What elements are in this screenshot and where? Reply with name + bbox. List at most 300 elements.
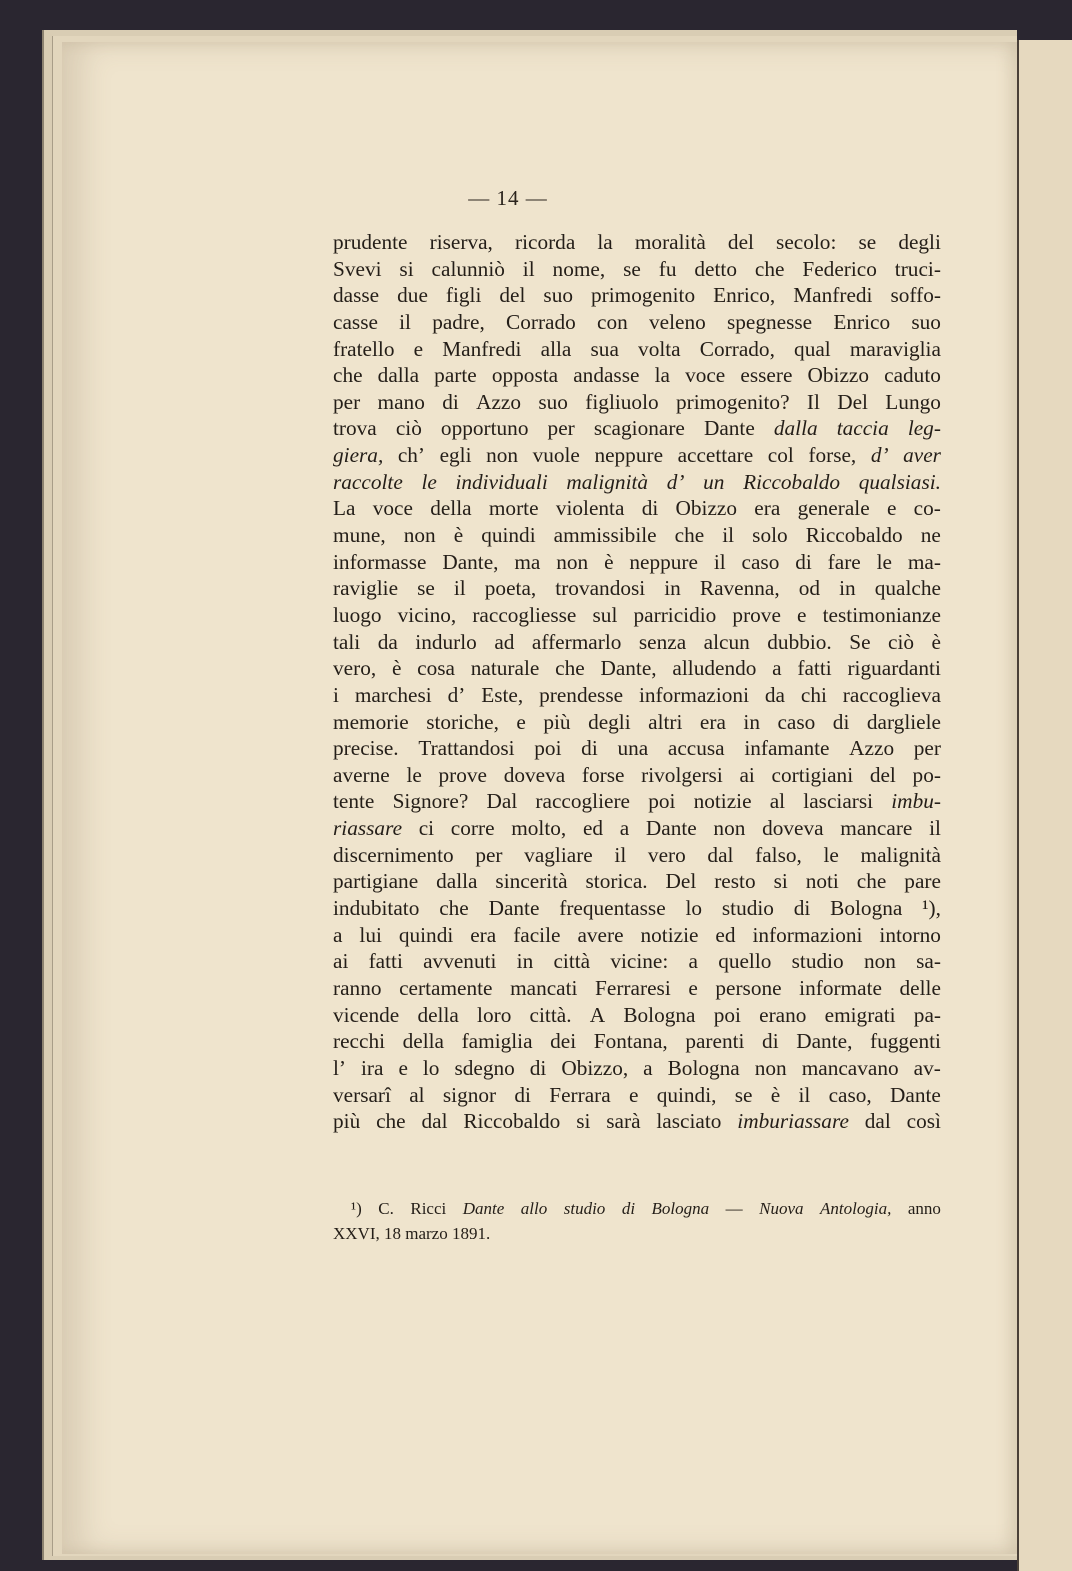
word-group (333, 655, 376, 682)
word-group (333, 549, 426, 576)
word: della (417, 1002, 459, 1027)
word-group (685, 895, 702, 922)
word-group (762, 815, 824, 842)
word: non (863, 949, 896, 974)
word-group (857, 868, 887, 895)
word-group (932, 629, 941, 656)
word: di (795, 549, 812, 574)
word-group (900, 975, 941, 1002)
word-group (843, 682, 941, 709)
word: lo (685, 896, 703, 921)
word: co- (913, 496, 941, 521)
word: per (547, 416, 575, 441)
word: Bologna (651, 1199, 710, 1218)
word-group (726, 1196, 743, 1221)
word: notizie (693, 789, 752, 814)
word-group (890, 282, 940, 309)
text-line (333, 735, 941, 762)
word-group (657, 1082, 717, 1109)
word-group (406, 762, 421, 789)
word: Svevi (333, 256, 382, 281)
word: Corrado, (699, 336, 775, 361)
word: di (793, 896, 811, 921)
word: noti (805, 869, 839, 894)
word-group (802, 1055, 899, 1082)
word: Manfredi (442, 336, 522, 361)
word: figliuolo (585, 389, 659, 414)
word: a (688, 949, 698, 974)
word: vero (647, 842, 686, 867)
word-group (768, 442, 794, 469)
word-group (713, 282, 775, 309)
word: la (654, 363, 670, 388)
word: ed (715, 922, 736, 947)
word: al (769, 789, 786, 814)
word: in (743, 709, 760, 734)
word-group (759, 1196, 803, 1221)
word-group (668, 735, 725, 762)
word-group (369, 948, 403, 975)
word-group (441, 415, 529, 442)
word: alcun (703, 629, 750, 654)
word-group (700, 336, 775, 363)
word: a (619, 816, 630, 841)
word-group (870, 1028, 941, 1055)
text-line (333, 1108, 941, 1135)
word-group (837, 389, 868, 416)
word-group (443, 1082, 496, 1109)
word: da (377, 629, 398, 654)
word: egli (439, 443, 472, 468)
word-group (703, 469, 724, 496)
word-group (859, 469, 941, 496)
word-group (715, 922, 735, 949)
word: falso, (755, 842, 802, 867)
word: parricidio (633, 602, 717, 627)
word: della (402, 1029, 444, 1054)
word-group (808, 442, 856, 469)
word: famiglia (461, 1029, 533, 1054)
word-group (688, 975, 697, 1002)
word-group (858, 229, 876, 256)
word-group (884, 362, 941, 389)
text-line (333, 975, 941, 1002)
word: infamante (744, 736, 830, 761)
word: — (725, 1199, 743, 1218)
word-group (887, 495, 896, 522)
word-group (556, 549, 588, 576)
word-group (530, 1055, 547, 1082)
word-group (623, 256, 641, 283)
word-group (448, 682, 466, 709)
word: senza (638, 629, 687, 654)
word-group (829, 1082, 872, 1109)
word: di (581, 736, 598, 761)
word: versarî (333, 1082, 391, 1107)
word-group (743, 709, 760, 736)
word-group (770, 788, 785, 815)
word: ira (361, 1055, 384, 1080)
text-line (333, 309, 941, 336)
word-group (765, 682, 785, 709)
text-line (333, 922, 941, 949)
word-group (895, 256, 941, 283)
word-group (333, 868, 418, 895)
word-group (333, 229, 408, 256)
word: pare (904, 869, 941, 894)
word: dasse (333, 283, 380, 308)
word-group (333, 1108, 360, 1135)
word: per (475, 842, 503, 867)
word-group (639, 682, 749, 709)
word: caso, (828, 1082, 872, 1107)
word: caduto (884, 363, 941, 388)
word-group (593, 602, 618, 629)
word-group (475, 842, 502, 869)
word: che (856, 869, 887, 894)
word: forse (581, 762, 625, 787)
word-group (754, 495, 780, 522)
word-group (885, 389, 941, 416)
word-group (777, 709, 815, 736)
word-group (333, 762, 390, 789)
word: il (399, 309, 411, 334)
text-line (333, 389, 941, 416)
word: Riccobaldo (463, 1109, 561, 1134)
word: luogo (333, 602, 382, 627)
word-group (333, 256, 382, 283)
word: di (762, 1029, 779, 1054)
word: la (597, 230, 613, 254)
word-group (668, 1055, 740, 1082)
word: è (453, 523, 464, 548)
word-group (735, 1082, 753, 1109)
word-group (722, 522, 734, 549)
word-group (415, 629, 477, 656)
word-group (583, 815, 603, 842)
word: allo (520, 1199, 548, 1218)
word: Dante, (796, 1029, 853, 1054)
text-line (333, 1055, 941, 1082)
text-line (333, 362, 941, 389)
word-group (675, 522, 705, 549)
word-group (530, 1002, 572, 1029)
word-group (755, 842, 802, 869)
word: indubitato (333, 896, 420, 921)
word-group (740, 362, 792, 389)
text-line (333, 868, 941, 895)
word: in (839, 576, 856, 601)
word-group (399, 975, 492, 1002)
word: prudente (333, 230, 408, 254)
word: Bologna (830, 896, 903, 921)
word: persone (715, 975, 782, 1000)
word: storiche, (426, 709, 499, 734)
word-group (494, 629, 514, 656)
word-group (517, 948, 534, 975)
word-group (513, 922, 560, 949)
word-group (617, 735, 648, 762)
word-group (333, 602, 382, 629)
word-group (641, 762, 723, 789)
word-group (623, 1002, 695, 1029)
word: ad (494, 629, 515, 654)
word-group (566, 469, 648, 496)
word: era (699, 709, 726, 734)
word-group (486, 788, 517, 815)
word-group (523, 256, 535, 283)
word: era (754, 496, 781, 521)
word: imbu- (891, 789, 941, 814)
word-group (439, 762, 488, 789)
word-group (577, 922, 623, 949)
word: e (886, 496, 897, 521)
word: dal (707, 842, 734, 867)
word: Manfredi (793, 283, 873, 308)
word-group (463, 1108, 560, 1135)
word-group (614, 842, 626, 869)
word: vicine: (610, 949, 669, 974)
word-group (333, 815, 402, 842)
word-group (676, 495, 738, 522)
word: vagliare (524, 842, 593, 867)
word: che (674, 523, 705, 548)
word: soffo- (890, 283, 941, 308)
word-group (600, 655, 656, 682)
word-group (597, 229, 612, 256)
word: frequentasse (559, 896, 666, 921)
page-number: — 14 — (468, 186, 548, 210)
word: maraviglia (849, 336, 941, 361)
word: ciò (395, 416, 422, 441)
word: dargliele (866, 709, 941, 734)
word-group (511, 815, 566, 842)
word-group (576, 1108, 590, 1135)
word: Del (665, 869, 697, 894)
word: così (906, 1109, 941, 1134)
word: più (333, 1109, 361, 1134)
word: qual (794, 336, 831, 361)
word: doveva (762, 816, 824, 841)
word-group (510, 975, 577, 1002)
word: malignità (860, 842, 941, 867)
text-line (333, 229, 941, 256)
word-group (704, 629, 750, 656)
word-group (419, 815, 434, 842)
word-group (774, 415, 818, 442)
word-group (486, 442, 518, 469)
word-group (414, 336, 423, 363)
word: imburiassare (737, 1109, 849, 1134)
word: del (869, 762, 896, 787)
word-group (798, 495, 870, 522)
word-group (430, 495, 471, 522)
word: Trattandosi (418, 736, 515, 761)
word: signor (442, 1082, 497, 1107)
word: ammissibile (553, 523, 657, 548)
word: una (617, 736, 649, 761)
word: quello (718, 949, 772, 974)
word: Dal (486, 789, 518, 814)
word: il (722, 523, 735, 548)
word-group (806, 868, 839, 895)
word: sul (592, 602, 618, 627)
word-group (888, 629, 914, 656)
body-text (333, 229, 941, 1135)
word: generale (797, 496, 870, 521)
word: memorie (333, 709, 409, 734)
word-group (916, 948, 941, 975)
word: alludendo (672, 656, 757, 681)
word-group (641, 922, 699, 949)
word: informazioni (638, 682, 749, 707)
word-group (744, 735, 829, 762)
word-group (898, 229, 941, 256)
footnote-marker: ¹) (351, 1199, 362, 1218)
word: non (754, 1055, 787, 1080)
word: mune, (333, 523, 386, 548)
word-group (666, 868, 697, 895)
word: chi (800, 682, 827, 707)
word-group (396, 415, 422, 442)
word: aver (903, 443, 941, 468)
word: raccogliere (535, 789, 630, 814)
word-group (639, 629, 686, 656)
text-line (333, 709, 941, 736)
word: qualsiasi. (858, 469, 941, 494)
word-group (796, 1028, 852, 1055)
word: Corrado (506, 309, 576, 334)
word-group (489, 495, 539, 522)
word-group (629, 549, 698, 576)
word-group (659, 256, 677, 283)
word-group (524, 842, 593, 869)
word-group (403, 1028, 444, 1055)
word-group (499, 282, 525, 309)
word: e (516, 709, 526, 734)
word-group (378, 1196, 394, 1221)
word-group (514, 1082, 531, 1109)
word: ricorda (514, 230, 576, 254)
text-line (333, 336, 941, 363)
word-group (807, 389, 820, 416)
word: Del (837, 389, 868, 414)
word: più (543, 709, 571, 734)
word: fu (658, 256, 677, 281)
word: Antologia, (820, 1199, 892, 1218)
word: per (333, 389, 361, 414)
word: opposta (491, 363, 559, 388)
word-group (776, 229, 836, 256)
word-group (548, 415, 575, 442)
word: prove (438, 762, 487, 787)
word-group (864, 948, 896, 975)
word-group (591, 282, 695, 309)
word: naturale (470, 656, 540, 681)
word-group (762, 1028, 779, 1055)
word-group (470, 922, 496, 949)
word: Nuova (759, 1199, 804, 1218)
word-group (714, 549, 726, 576)
word-group (440, 442, 472, 469)
word-group (595, 975, 671, 1002)
word: non (486, 443, 519, 468)
word: storica. (585, 869, 648, 894)
word-group (797, 655, 831, 682)
word-group (418, 735, 514, 762)
word: il (453, 576, 466, 601)
word-group (504, 762, 566, 789)
word-group (727, 309, 812, 336)
word-group (481, 682, 523, 709)
word-group (554, 522, 657, 549)
word: se (623, 256, 641, 281)
word: Obizzo, (561, 1055, 629, 1080)
word-group (451, 815, 495, 842)
word: La (333, 496, 356, 521)
word: vuole (532, 443, 580, 468)
word: a (643, 1055, 653, 1080)
word-group (333, 629, 360, 656)
word: per (913, 736, 941, 761)
word-group (759, 1002, 806, 1029)
word-group (333, 1002, 399, 1029)
word-group (847, 655, 940, 682)
word: Ravenna, (699, 576, 780, 601)
word: Azzo (849, 736, 895, 761)
word: testimonianze (822, 602, 941, 627)
text-line (333, 788, 941, 815)
word: è (931, 629, 941, 654)
word-group (704, 415, 755, 442)
word: mano (377, 389, 425, 414)
word: si (773, 869, 788, 894)
word-group (553, 948, 590, 975)
text-line (333, 522, 941, 549)
word-group (454, 575, 466, 602)
word: Enrico (833, 309, 891, 334)
word-group (914, 1002, 941, 1029)
word-group (495, 868, 567, 895)
word-group (333, 415, 377, 442)
word-group (398, 442, 425, 469)
word: tente (333, 789, 375, 814)
word: Bologna (623, 1002, 696, 1027)
word: Dante (488, 896, 540, 921)
word-group (421, 469, 436, 496)
word: a (772, 656, 782, 681)
word: vicino, (397, 602, 457, 627)
word: fatti (368, 949, 403, 974)
word-group (799, 975, 882, 1002)
word: se (417, 576, 435, 601)
word: detto (694, 256, 737, 281)
word-group (808, 362, 870, 389)
word: Dante (462, 1199, 505, 1218)
word: studio (791, 949, 844, 974)
word-group (532, 629, 621, 656)
word-group (635, 229, 706, 256)
word: altri (648, 709, 683, 734)
word: poeta, (484, 576, 537, 601)
word-group (333, 362, 363, 389)
word: po- (912, 762, 941, 787)
word-group (694, 788, 752, 815)
word-group (792, 948, 844, 975)
word: due (397, 283, 428, 308)
word: malignità (566, 469, 649, 494)
text-line (333, 282, 941, 309)
